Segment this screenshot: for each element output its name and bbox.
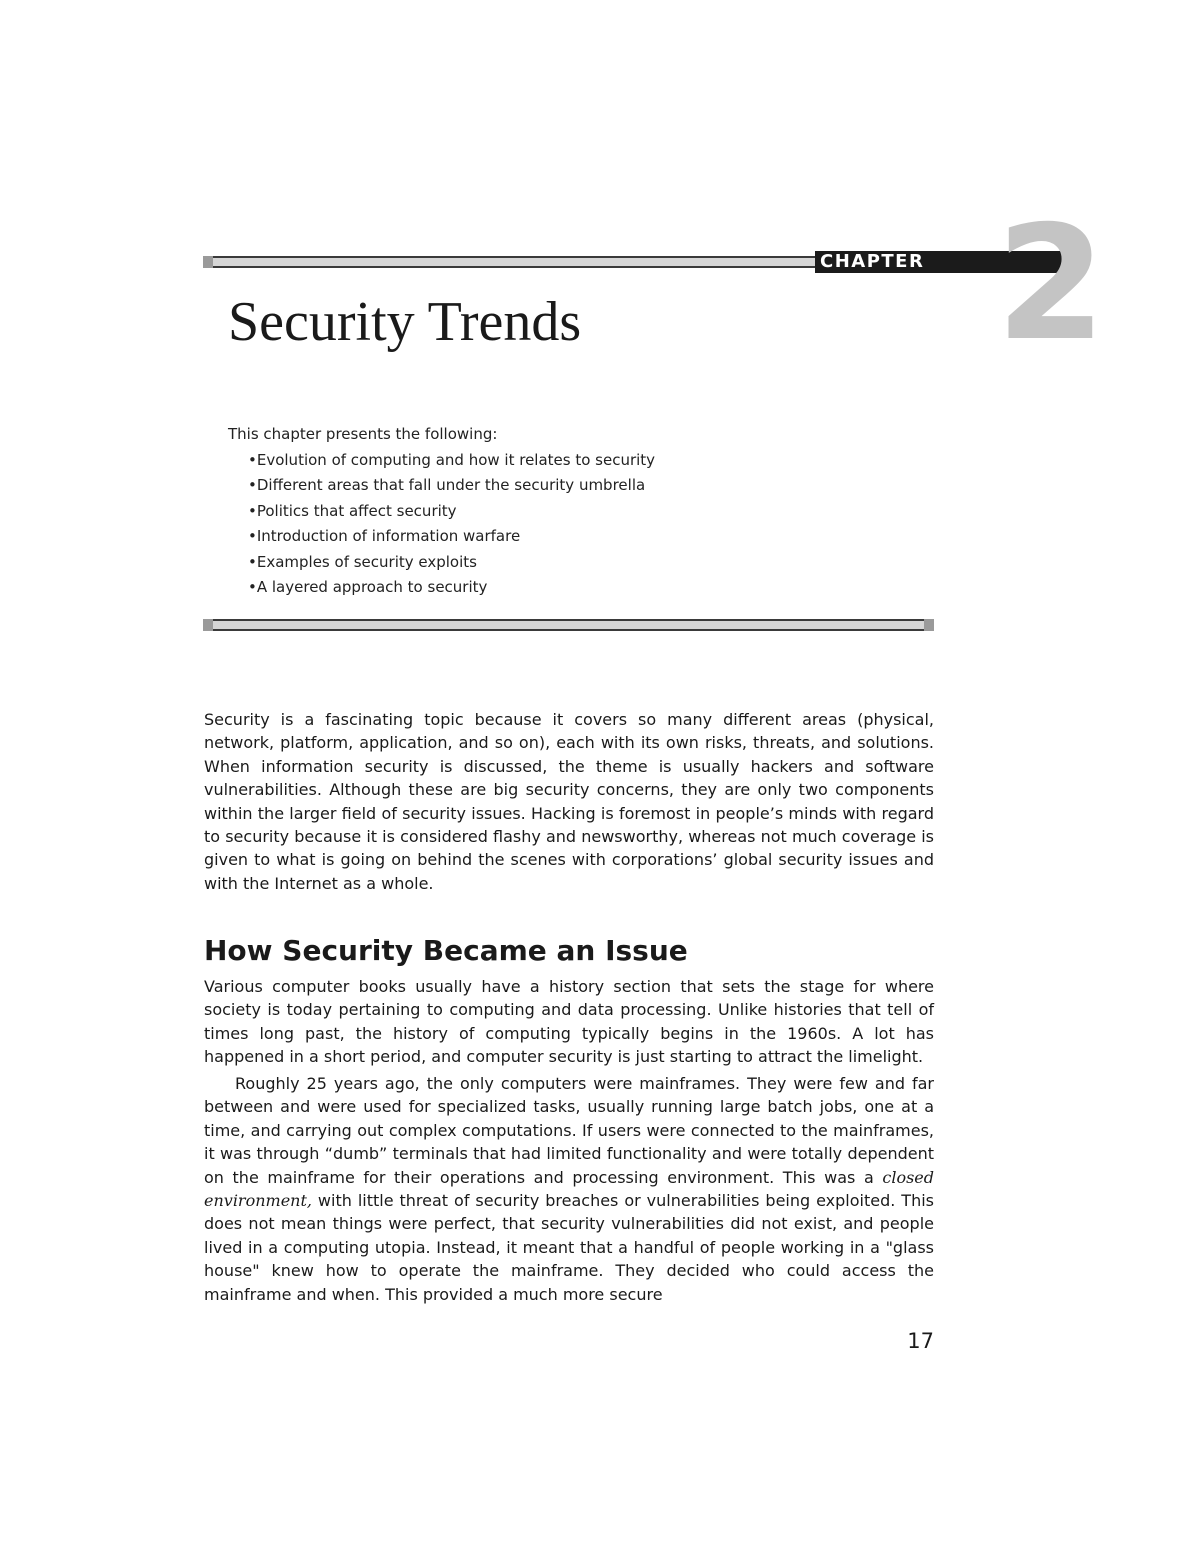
chapter-title: Security Trends — [228, 291, 582, 353]
intro-bottom-rule-cap-left — [203, 619, 213, 631]
body-paragraph-1: Security is a fascinating topic because it covers so many different areas (physical, network, platform, application, and so on), each with its own risks, threats, and solutions. When information security is discussed, the theme is usually hackers and software vulnerabilities. Although these are big security concerns, they are only two components within the larger field of security issues. Hacking is foremost in people’s minds with regard to security because it is considered flashy and newsworthy, whereas not much coverage is given to what is going on behind the scenes with corporations’ global security issues and with the Internet as a whole. — [204, 710, 934, 893]
paragraph-3-text-after: with little threat of security breaches or vulnerabilities being exploited. This does not mean things were perfect, that security vulnerabilities did not exist, and people lived in a computing utopia. Instead, it meant that a handful of people working in a "glass house" knew how to operate the mainframe. They decided who could access the mainframe and when. This provided a much more secure — [204, 1191, 934, 1304]
intro-list-item: • Examples of security exploits — [248, 550, 868, 576]
intro-list-item: • A layered approach to security — [248, 575, 868, 601]
intro-list-item: • Evolution of computing and how it relates to security — [248, 448, 868, 474]
chapter-label: CHAPTER — [820, 251, 925, 272]
body-paragraph-2: Various computer books usually have a history section that sets the stage for where society is today pertaining to computing and data processing. Unlike histories that tell of times long past, the history of computing typically begins in the 1960s. A lot has happened in a short period, and computer security is just starting to attract the limelight. — [204, 977, 934, 1067]
intro-list-item: • Introduction of information warfare — [248, 524, 868, 550]
chapter-top-rule — [203, 256, 815, 268]
intro-list-item: • Different areas that fall under the security umbrella — [248, 473, 868, 499]
body-paragraph-3 — [204, 1072, 934, 1306]
chapter-intro — [228, 422, 868, 601]
paragraph-3-emphasis: closed environment, — [204, 1167, 934, 1211]
chapter-number: 2 — [996, 192, 1106, 376]
intro-bottom-rule — [203, 619, 934, 631]
intro-list-item: • Politics that affect security — [248, 499, 868, 525]
paragraph-3-text-before: Roughly 25 years ago, the only computers were mainframes. They were few and far between and were used for specialized tasks, usually running large batch jobs, one at a time, and carrying out complex computations. If users were connected to the mainframes, it was through “dumb” terminals that had limited functionality and were totally dependent on the mainframe for their operations and processing environment. This was a — [204, 1074, 934, 1187]
intro-lead: This chapter presents the following: — [228, 425, 498, 443]
page-number: 17 — [907, 1329, 934, 1353]
intro-list — [228, 448, 868, 601]
section-heading: How Security Became an Issue — [204, 934, 688, 967]
chapter-top-rule-cap — [203, 256, 213, 268]
intro-bottom-rule-cap-right — [924, 619, 934, 631]
